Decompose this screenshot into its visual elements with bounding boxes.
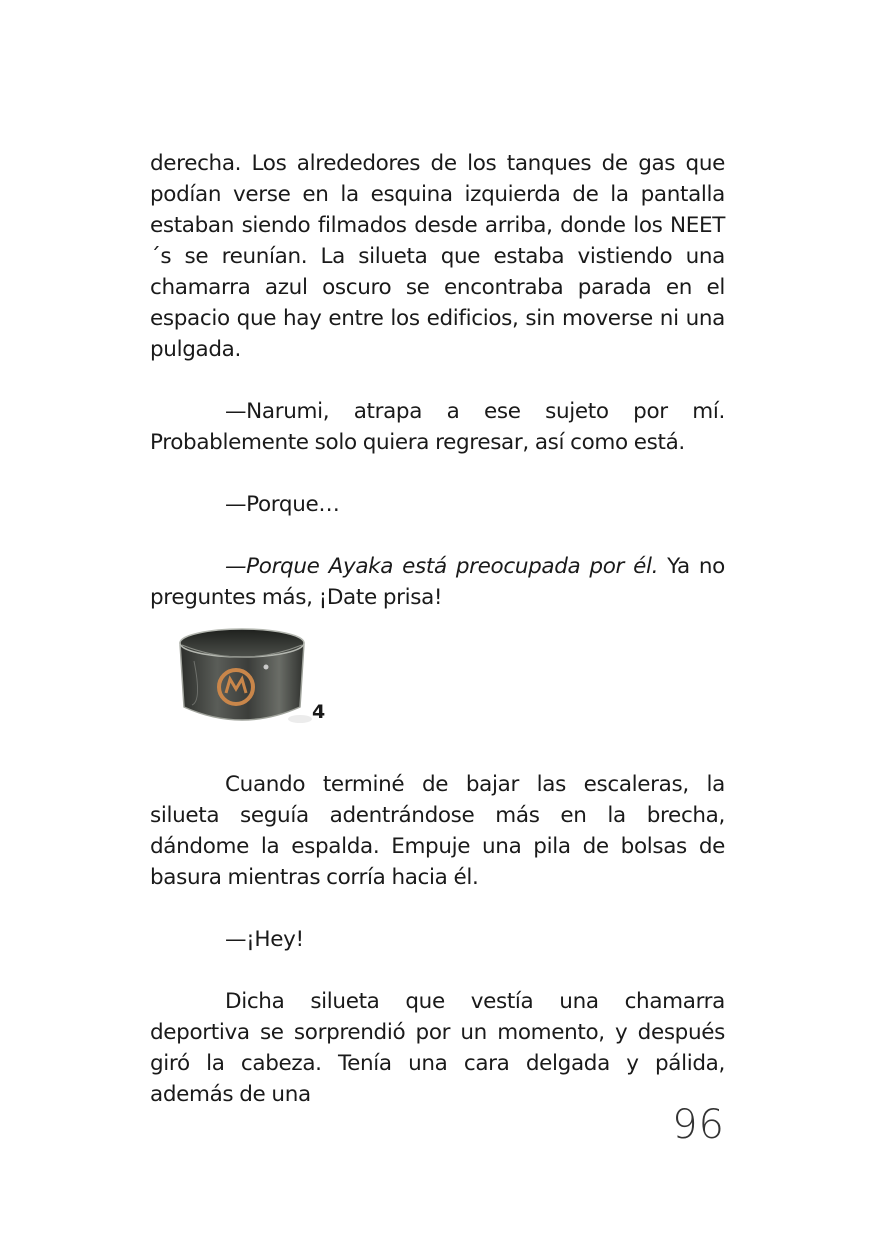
paragraph-7: Dicha silueta que vestía una chamarra deportiva se sorprendió por un momento, y después giró la cabeza. Tenía una cara delgada y pálida, además de una (150, 989, 725, 1107)
paragraph-gap (150, 458, 725, 489)
paragraph-gap (150, 955, 725, 986)
chapter-marker (150, 621, 725, 761)
paragraph-gap (150, 365, 725, 396)
chapter-number: 4 (312, 701, 326, 723)
page-body (150, 148, 725, 1110)
paragraph-4-rest: Ya no preguntes más, ¡Date prisa! (150, 554, 725, 610)
paragraph-4-italic: —Porque Ayaka está preocupada por él. (225, 554, 659, 579)
paragraph-4 (150, 551, 725, 613)
paragraph-1: derecha. Los alrededores de los tanques de gas que podían verse en la esquina izquierda de la pantalla estaban siendo filmados desde arriba, donde los NEET´s se reunían. La silueta que estaba vistiendo una chamarra azul oscuro se encontraba parada en el espacio que hay entre los edificios, sin moverse ni una pulgada. (150, 151, 725, 362)
paragraph-gap (150, 893, 725, 924)
paragraph-5: Cuando terminé de bajar las escaleras, la silueta seguía adentrándose más en la brecha, dándome la espalda. Empuje una pila de bolsas de basura mientras corría hacia él. (150, 772, 725, 890)
paragraph-6: —¡Hey! (225, 927, 304, 952)
page-number: 96 (672, 1102, 725, 1148)
paragraph-2: —Narumi, atrapa a ese sujeto por mí. Probablemente solo quiera regresar, así como está. (150, 399, 725, 455)
paragraph-gap (150, 520, 725, 551)
armband-icon (172, 621, 312, 731)
paragraph-3: —Porque… (225, 492, 340, 517)
